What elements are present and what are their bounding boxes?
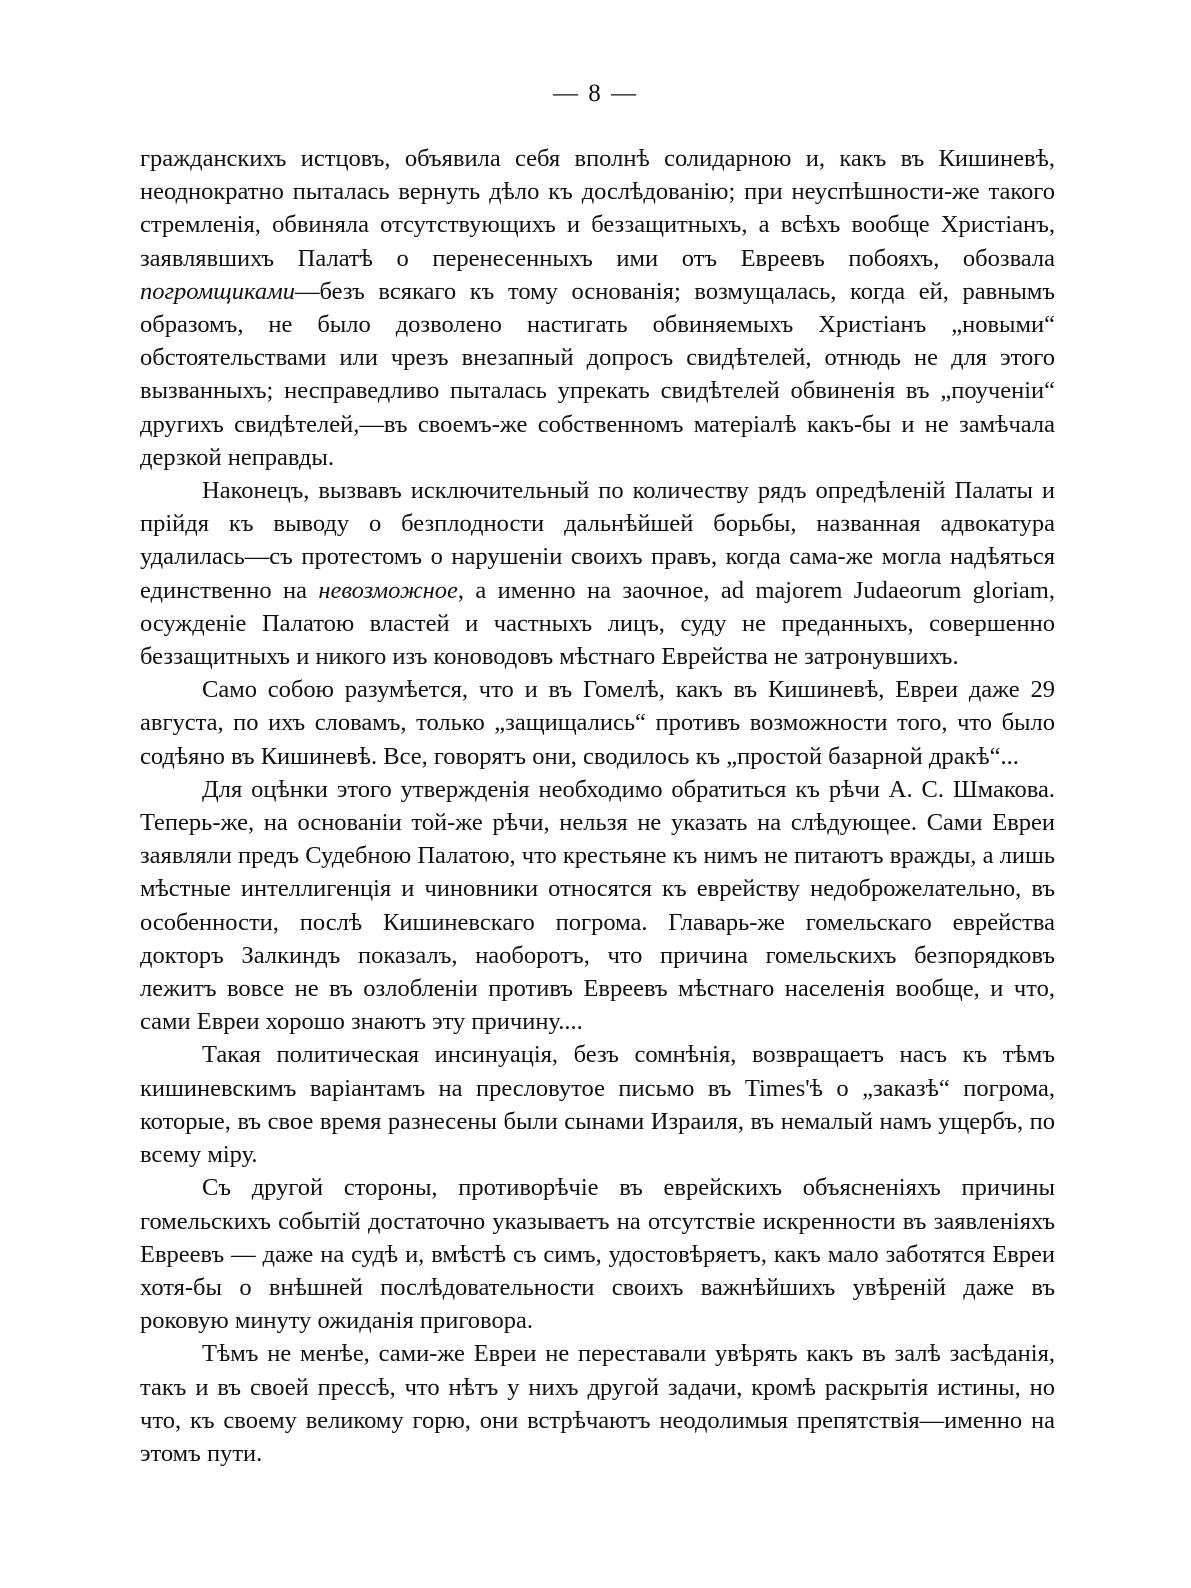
paragraph-5: Такая политическая инсинуація, безъ сомнѣнія, возвращаетъ насъ къ тѣмъ кишиневскимъ варіантамъ на пресловутое письмо въ Times'ѣ о „заказѣ“ погрома, которые, въ свое время разнесены были сынами Израиля, въ немалый намъ ущербъ, по всему міру. bbox=[140, 1041, 1055, 1169]
paragraph-6: Съ другой стороны, противорѣчіе въ еврейскихъ объясненіяхъ причины гомельскихъ событій достаточно указываетъ на отсутствіе искренности въ заявленіяхъ Евреевъ — даже на судѣ и, вмѣстѣ съ симъ, удостовѣряетъ, какъ мало заботятся Евреи хотя-бы о внѣшней послѣдовательности своихъ важнѣйшихъ увѣреній даже въ роковую минуту ожиданія приговора. bbox=[140, 1174, 1055, 1335]
paragraph-2-text-a: Наконецъ, вызвавъ исключительный по количеству рядъ опредѣленій Палаты и прійдя къ выводу о безплодности дальнѣйшей борьбы, названная адвокатура удалилась—съ протестомъ о нарушеніи своихъ правъ, когда сама-же могла надѣяться единственно на bbox=[140, 477, 1055, 604]
paragraph-2-emphasis: невозможное bbox=[318, 576, 458, 604]
paragraph-7: Тѣмъ не менѣе, сами-же Евреи не переставали увѣрять какъ въ залѣ засѣданія, такъ и въ своей прессѣ, что нѣтъ у нихъ другой задачи, кромѣ раскрытія истины, но что, къ своему великому горю, они встрѣчаютъ неодолимыя препятствія—именно на этомъ пути. bbox=[140, 1340, 1055, 1467]
paragraph-1 bbox=[140, 142, 1055, 474]
paragraph-1-text-b: —безъ всякаго къ тому основанія; возмущалась, когда ей, равнымъ образомъ, не было дозволено настигать обвиняемыхъ Христіанъ „новыми“ обстоятельствами или чрезъ внезапный допросъ свидѣтелей, отнюдь не для этого вызванныхъ; несправедливо пыталась упрекать свидѣтелей обвиненія въ „поученіи“ другихъ свидѣтелей,—въ своемъ-же собственномъ матеріалѣ какъ-бы и не замѣчала дерзкой неправды. bbox=[140, 277, 1055, 471]
paragraph-2-text-b: , а именно на заочное, ad majorem Judaeorum gloriam, осужденіе Палатою властей и частныхъ лицъ, суду не преданныхъ, совершенно беззащитныхъ и никого изъ коноводовъ мѣстнаго Еврейства не затронувшихъ. bbox=[140, 576, 1055, 671]
paragraph-4: Для оцѣнки этого утвержденія необходимо обратиться къ рѣчи А. С. Шмакова. Теперь-же, на основаніи той-же рѣчи, нельзя не указать на слѣдующее. Сами Евреи заявляли предъ Судебною Палатою, что крестьяне къ нимъ не питаютъ вражды, а лишь мѣстные интеллигенція и чиновники относятся къ еврейству недоброжелательно, въ особенности, послѣ Кишиневскаго погрома. Главарь-же гомельскаго еврейства докторъ Залкиндъ показалъ, наоборотъ, что причина гомельскихъ безпорядковъ лежитъ вовсе не въ озлобленіи противъ Евреевъ мѣстнаго населенія вообще, и что, сами Евреи хорошо знаютъ эту причину.... bbox=[140, 775, 1055, 1036]
paragraph-2 bbox=[140, 474, 1055, 673]
paragraph-1-text-a: гражданскихъ истцовъ, объявила себя вполнѣ солидарною и, какъ въ Кишиневѣ, неоднократно пыталась вернуть дѣло къ дослѣдованію; при неуспѣшности-же такого стремленія, обвиняла отсутствующихъ и беззащитныхъ, а всѣхъ вообще Христіанъ, заявлявшихъ Палатѣ о перенесенныхъ ими отъ Евреевъ побояхъ, обозвала bbox=[140, 145, 1055, 272]
paragraph-3: Само собою разумѣется, что и въ Гомелѣ, какъ въ Кишиневѣ, Евреи даже 29 августа, по ихъ словамъ, только „защищались“ противъ возможности того, что было содѣяно въ Кишиневѣ. Все, говорятъ они, сводилось къ „простой базарной дракѣ“... bbox=[140, 676, 1055, 770]
paragraph-1-emphasis: погромщиками bbox=[140, 277, 295, 305]
page-number: — 8 — bbox=[553, 80, 638, 107]
body-text bbox=[140, 142, 1055, 1470]
